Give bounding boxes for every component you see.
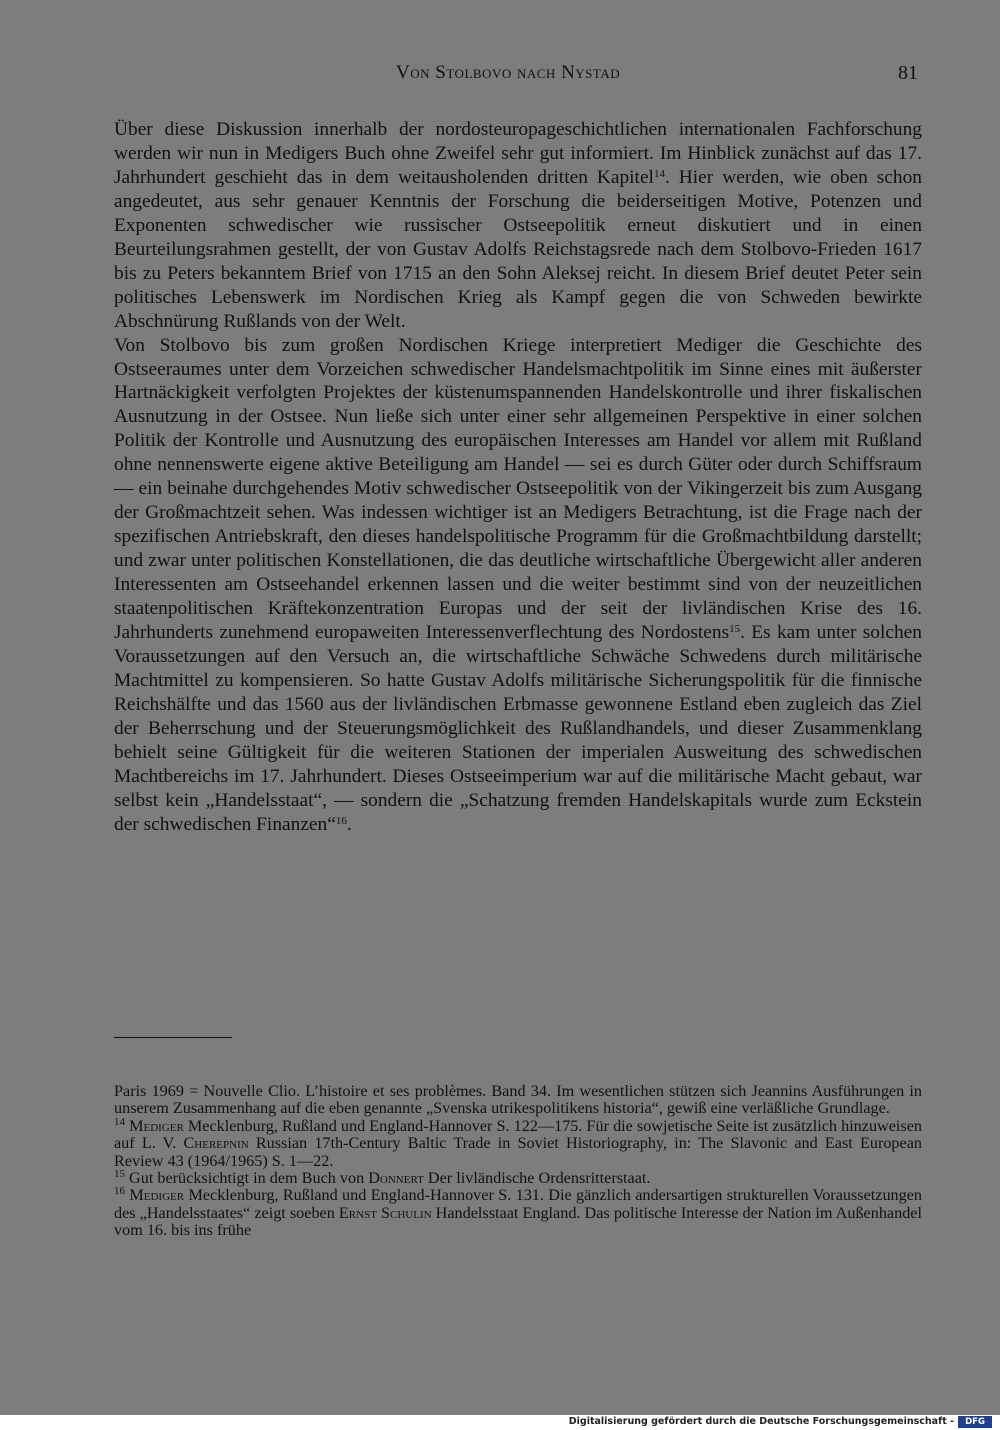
- footnote-text: Handelsstaat England. Das politische Interesse der Nation im Außenhandel vom 16. bis ins frühe: [114, 1203, 922, 1240]
- paragraph-2-text-c: .: [346, 813, 352, 835]
- running-title: [396, 62, 620, 84]
- footnote-14: [114, 1115, 923, 1170]
- footnote-continuation: Paris 1969 = Nouvelle Clio. L’histoire et ses problèmes. Band 34. Im wesentlichen stützen sich Jeannins Ausführungen in unserem Zusammenhang auf die eben genannte „Svenska utrikespolitikens historia“, gewiß eine verläßliche Grundlage.: [114, 1082, 922, 1118]
- digitization-footer: [0, 1415, 1000, 1430]
- title-initial-v: V: [396, 62, 411, 83]
- footnote-number: 14: [114, 1115, 125, 1128]
- footnote-number: 15: [114, 1168, 125, 1181]
- body-text: [114, 118, 922, 837]
- paragraph-2-text-a: Von Stolbovo bis zum großen Nordischen Kriege interpretiert Mediger die Geschichte des Ostseeraumes unter dem Vorzeichen schwedischer Handelsmachtpolitik im Sinne eines mit äußerster Hartnäckigkeit verfolgten Projektes der küstenumspannenden Handelskontrolle und ihrer fiskalischen Ausnutzung in der Ostsee. Nun ließe sich unter einer sehr allgemeinen Perspektive in einer solchen Politik der Kontrolle und Ausnutzung des europäischen Interesses am Handel vor allem mit Rußland ohne nennenswerte eigene aktive Beteiligung am Handel — sei es durch Güter oder durch Schiffsraum — ein beinahe durchgehendes Motiv schwedischer Ostseepolitik von der Vikingerzeit bis zum Ausgang der Großmachtzeit sehen. Was indessen wichtiger ist an Medigers Betrachtung, ist die Frage nach der spezifischen Antriebskraft, den dieses handelspolitische Programm für die Großmachtbildung darstellt; und zwar unter politischen Konstellationen, die das deutliche wirtschaftliche Übergewicht aller anderen Interessenten am Ostseehandel erkennen lassen und die weiter bestimmt sind von der neuzeitlichen staatenpolitischen Kräftekonzentration Europas und der seit der livländischen Krise des 16. Jahrhunderts zunehmend europaweiten Interessenverflechtung des Nordostens: [114, 334, 922, 644]
- title-initial-s: S: [435, 62, 447, 83]
- footnote-text: Mecklenburg, Rußland und England-Hannover S. 131. Die gänzlich andersartigen strukturellen Voraussetzungen des „Handelsstaates“ zeigt soeben: [114, 1186, 922, 1222]
- footnote-text: Russian 17th-Century Baltic Trade in Soviet Historiography, in: The Slavonic and East European Review 43 (1964/1965) S. 1—22.: [114, 1134, 922, 1170]
- title-part-nystad: ystad: [575, 62, 621, 83]
- paragraph-2-text-b: . Es kam unter solchen Voraussetzungen auf den Versuch an, die wirtschaftliche Schwäche Schwedens durch militärische Machtmittel zu kompensieren. So hatte Gustav Adolfs militärische Sicherungspolitik für die finnische Reichshälfte und das 1560 aus der livländischen Erbmasse gewonnene Estland eben zugleich das Ziel der Beherrschung und der Steuerungsmöglichkeit des Rußlandhandels, und dieser Zusammenklang behielt seine Gültigkeit für die weiteren Stationen der imperialen Ausweitung des schwedischen Machtbereichs im 17. Jahrhundert. Dieses Ostseeimperium war auf die militärische Macht gebaut, war selbst kein „Handelsstaat“, — sondern die „Schatzung fremden Handelskapitals wurde zum Eckstein der schwedischen Finanzen“: [114, 622, 922, 835]
- dfg-logo: DFG: [958, 1416, 992, 1428]
- paragraph-1-text-a: Über diese Diskussion innerhalb der nordosteuropageschichtlichen internationalen Fachforschung werden wir nun in Medigers Buch ohne Zweifel sehr gut informiert. Im Hinblick zunächst auf das 17. Jahrhundert geschieht das in dem weitausholenden dritten Kapitel: [114, 119, 922, 188]
- paragraph-1: [114, 118, 922, 334]
- footnote-text: Mecklenburg, Rußland und England-Hannover S. 122—175. Für die sowjetische Seite ist zusätzlich hinzuweisen auf L. V.: [114, 1116, 923, 1153]
- paragraph-1-text-b: . Hier werden, wie oben schon angedeutet, aus sehr genauer Kenntnis der Forschung die beiderseitigen Motive, Potenzen und Exponenten schwedischer wie russischer Ostseepolitik erneut diskutiert und in einen Beurteilungsrahmen gestellt, der von Gustav Adolfs Reichstagsrede nach dem Stolbovo-Frieden 1617 bis zu Peters bekanntem Brief von 1715 an den Sohn Aleksej reicht. In diesem Brief deutet Peter sein politisches Lebenswerk im Nordischen Krieg als Kampf gegen die von Schweden bewirkte Abschnürung Rußlands von der Welt.: [114, 166, 922, 332]
- footnote-author: Donnert: [368, 1169, 424, 1188]
- funding-credit: Digitalisierung gefördert durch die Deutsche Forschungsgemeinschaft -: [568, 1416, 954, 1427]
- footnote-divider: [114, 1037, 232, 1038]
- footnote-number: 16: [114, 1185, 125, 1198]
- footnote-author: Mediger: [129, 1186, 185, 1205]
- title-part-stolbovo: tolbovo nach: [446, 62, 562, 83]
- footnote-text: Gut berücksichtigt in dem Buch von: [125, 1169, 369, 1188]
- footnote-author: Cherepnin: [183, 1134, 249, 1153]
- footnote-text: Der livländische Ordensritterstaat.: [423, 1169, 651, 1188]
- footnote-16: [114, 1187, 922, 1239]
- footnote-15: [114, 1170, 922, 1187]
- paragraph-2: [114, 334, 922, 837]
- footnote-ref-14: 14: [653, 167, 665, 180]
- title-initial-n: N: [561, 62, 576, 83]
- footnote-ref-16: 16: [335, 814, 347, 827]
- page-number: 81: [898, 62, 918, 84]
- footnote-author: Ernst Schulin: [338, 1203, 432, 1222]
- footnotes: [114, 1083, 922, 1240]
- footnote-ref-15: 15: [729, 623, 741, 636]
- title-part-von: on: [410, 62, 436, 83]
- footnote-author: Mediger: [129, 1116, 184, 1135]
